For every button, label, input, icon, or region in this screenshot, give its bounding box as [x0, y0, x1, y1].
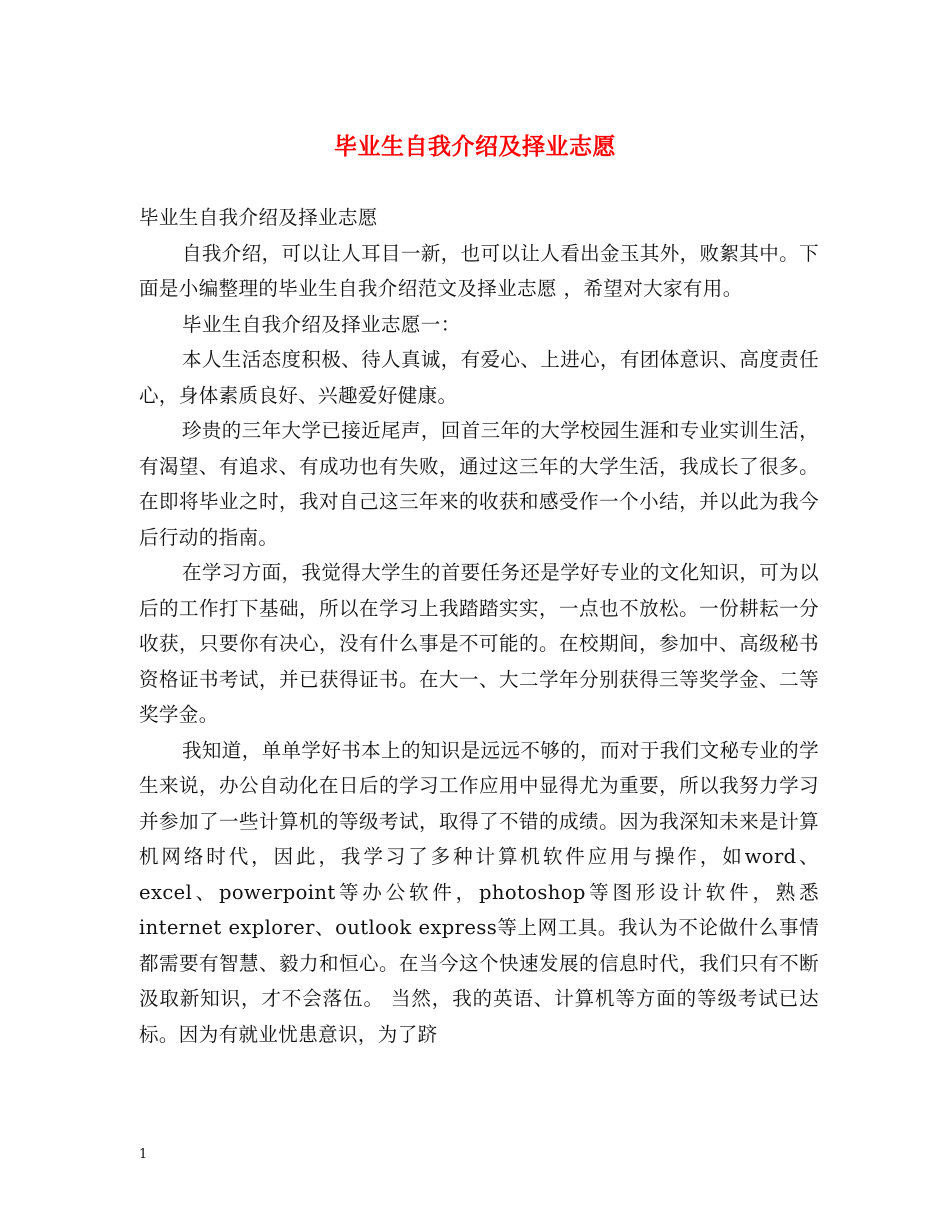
page-number: 1 [139, 1147, 148, 1162]
paragraph: 本人生活态度积极、待人真诚，有爱心、上进心，有团体意识、高度责任心，身体素质良好、兴趣爱好健康。 [139, 348, 819, 407]
document-title: 毕业生自我介绍及择业志愿 [334, 133, 616, 160]
paragraph-heading: 毕业生自我介绍及择业志愿 [139, 206, 378, 229]
document-body [139, 200, 819, 1052]
paragraph: 自我介绍，可以让人耳目一新，也可以让人看出金玉其外，败絮其中。下面是小编整理的毕业生自我介绍范文及择业志愿 ，希望对大家有用。 [139, 241, 819, 300]
paragraph: 在学习方面，我觉得大学生的首要任务还是学好专业的文化知识，可为以后的工作打下基础，所以在学习上我踏踏实实，一点也不放松。一份耕耘一分收获，只要你有决心，没有什么事是不可能的。在校期间，参加中、高级秘书资格证书考试，并已获得证书。在大一、大二学年分别获得三等奖学金、二等奖学金。 [139, 561, 819, 726]
paragraph-subheading: 毕业生自我介绍及择业志愿一： [182, 312, 461, 336]
paragraph: 我知道，单单学好书本上的知识是远远不够的，而对于我们文秘专业的学生来说，办公自动化在日后的学习工作应用中显得尤为重要，所以我努力学习并参加了一些计算机的等级考试，取得了不错的成绩。因为我深知未来是计算机网络时代，因此，我学习了多种计算机软件应用与操作，如word、excel、powerpoint等办公软件，photoshop等图形设计软件，熟悉 internet explorer、outlook express等上网工具。我认为不论做什么事情都需要有智慧、毅力和恒心。在当今这个快速发展的信息时代，我们只有不断汲取新知识，才不会落伍。 当然，我的英语、计算机等方面的等级考试已达标。因为有就业忧患意识，为了跻 [139, 738, 819, 1046]
paragraph: 珍贵的三年大学已接近尾声，回首三年的大学校园生涯和专业实训生活，有渴望、有追求、有成功也有失败，通过这三年的大学生活，我成长了很多。在即将毕业之时，我对自己这三年来的收获和感受作一个小结，并以此为我今后行动的指南。 [139, 419, 819, 549]
